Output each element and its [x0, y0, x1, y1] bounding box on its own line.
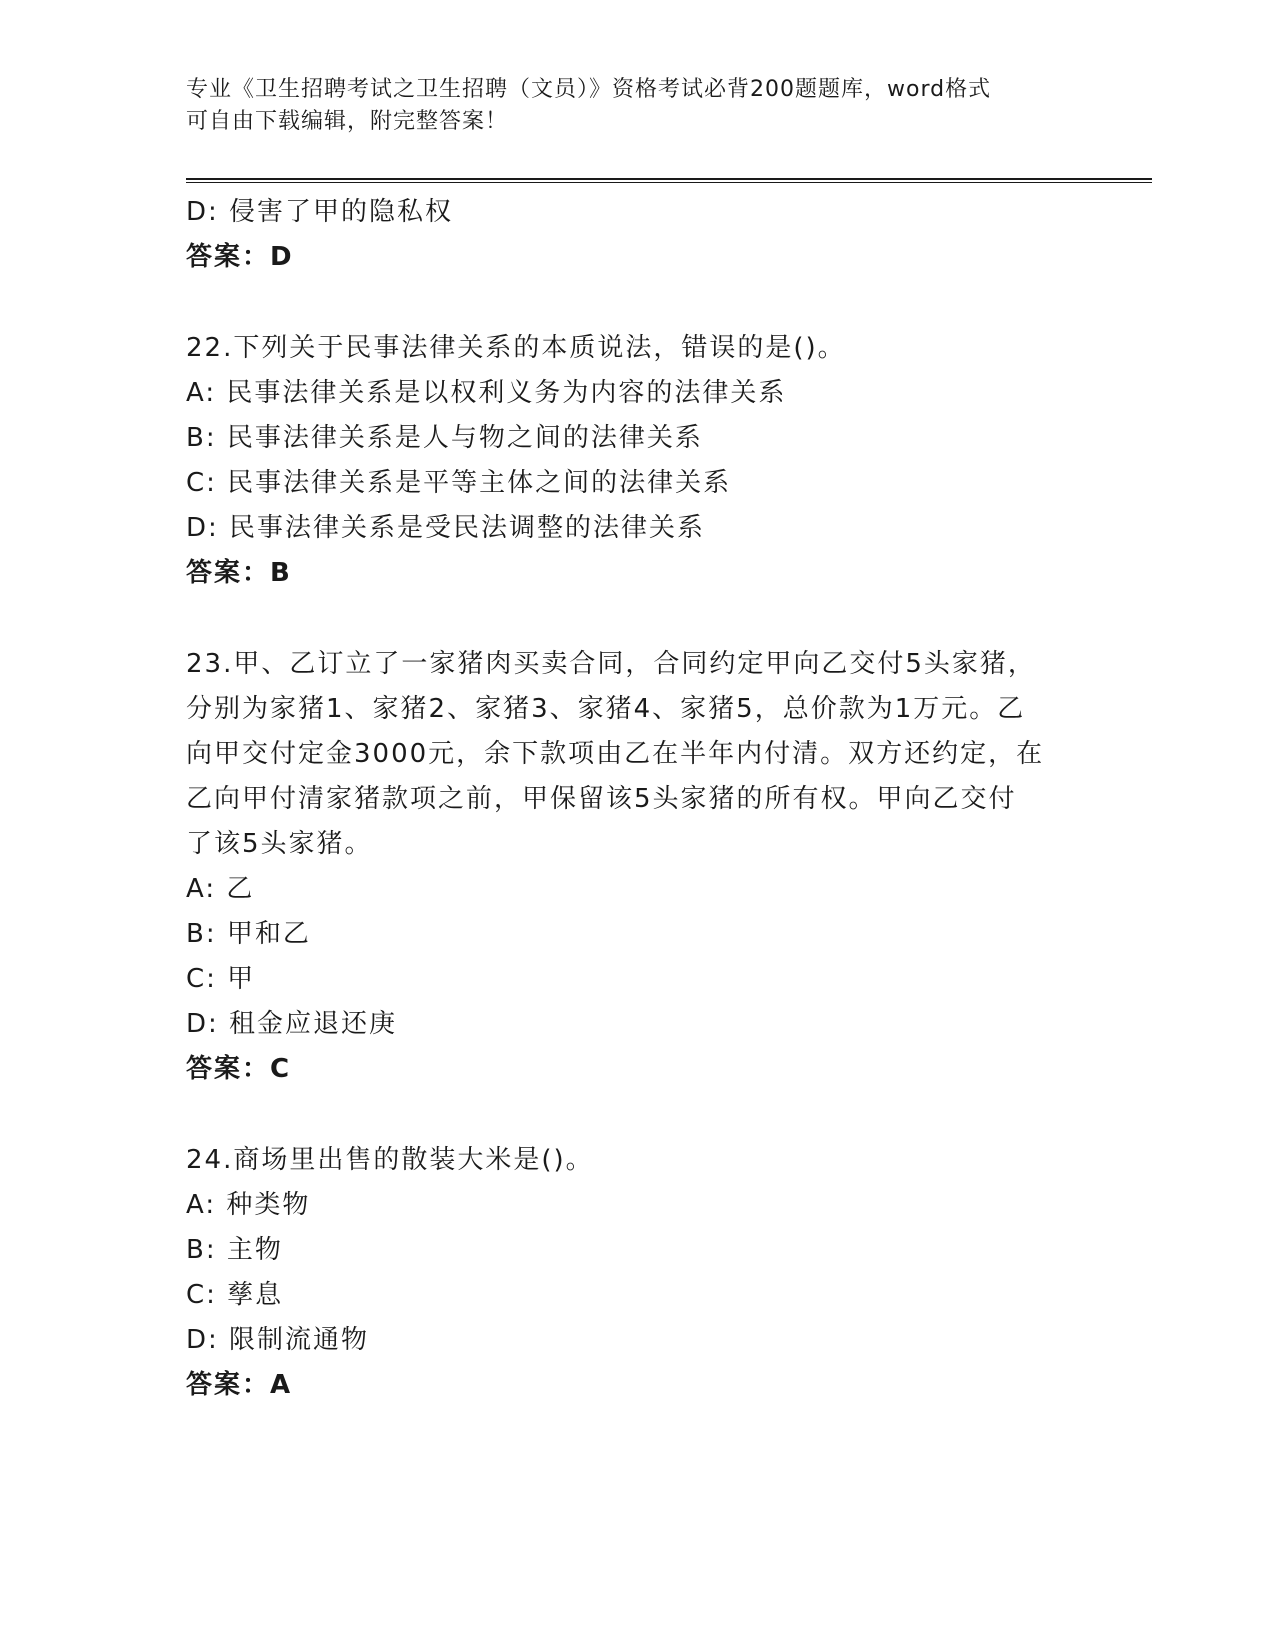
option-b: B: 主物: [186, 1235, 283, 1265]
option-c: C: 甲: [186, 964, 256, 994]
header-title-line-2: 可自由下载编辑，附完整答案！: [186, 109, 509, 134]
answer-line: 答案：A: [186, 1370, 293, 1400]
question-content: [186, 190, 1086, 1408]
question-stem-line-1: 23.甲、乙订立了一家猪肉买卖合同，合同约定甲向乙交付5头家猪，: [186, 649, 1036, 679]
question-spacer: [186, 280, 1086, 326]
option-a: A: 乙: [186, 874, 255, 904]
question-stem-line-2: 分别为家猪1、家猪2、家猪3、家猪4、家猪5，总价款为1万元。乙: [186, 694, 1026, 724]
option-d: D: 民事法律关系是受民法调整的法律关系: [186, 513, 706, 543]
header-divider-thin: [186, 182, 1152, 183]
option-c: C: 民事法律关系是平等主体之间的法律关系: [186, 468, 732, 498]
option-b: B: 民事法律关系是人与物之间的法律关系: [186, 423, 703, 453]
document-header: [186, 74, 1066, 138]
question-stem: 22.下列关于民事法律关系的本质说法，错误的是()。: [186, 333, 846, 363]
header-divider-thick: [186, 178, 1152, 180]
option-a: A: 民事法律关系是以权利义务为内容的法律关系: [186, 378, 787, 408]
answer-line: 答案：C: [186, 1054, 292, 1084]
option-d: D: 租金应退还庚: [186, 1009, 398, 1039]
question-spacer: [186, 1092, 1086, 1138]
option-b: B: 甲和乙: [186, 919, 311, 949]
answer-line: 答案：B: [186, 558, 292, 588]
question-spacer: [186, 596, 1086, 642]
option-a: A: 种类物: [186, 1190, 311, 1220]
option-d: D: 侵害了甲的隐私权: [186, 197, 454, 227]
question-21-fragment: [186, 190, 1086, 280]
option-c: C: 孳息: [186, 1280, 284, 1310]
question-22: [186, 326, 1086, 596]
header-title-line-1: 专业《卫生招聘考试之卫生招聘（文员）》资格考试必背200题题库，word格式: [186, 77, 992, 102]
question-stem: 24.商场里出售的散装大米是()。: [186, 1145, 594, 1175]
question-24: [186, 1138, 1086, 1408]
option-d: D: 限制流通物: [186, 1325, 370, 1355]
answer-line: 答案：D: [186, 242, 294, 272]
question-stem-line-3: 向甲交付定金3000元，余下款项由乙在半年内付清。双方还约定，在: [186, 739, 1045, 769]
question-stem-line-4: 乙向甲付清家猪款项之前，甲保留该5头家猪的所有权。甲向乙交付: [186, 784, 1017, 814]
question-stem-line-5: 了该5头家猪。: [186, 829, 373, 859]
question-23: [186, 642, 1086, 1092]
